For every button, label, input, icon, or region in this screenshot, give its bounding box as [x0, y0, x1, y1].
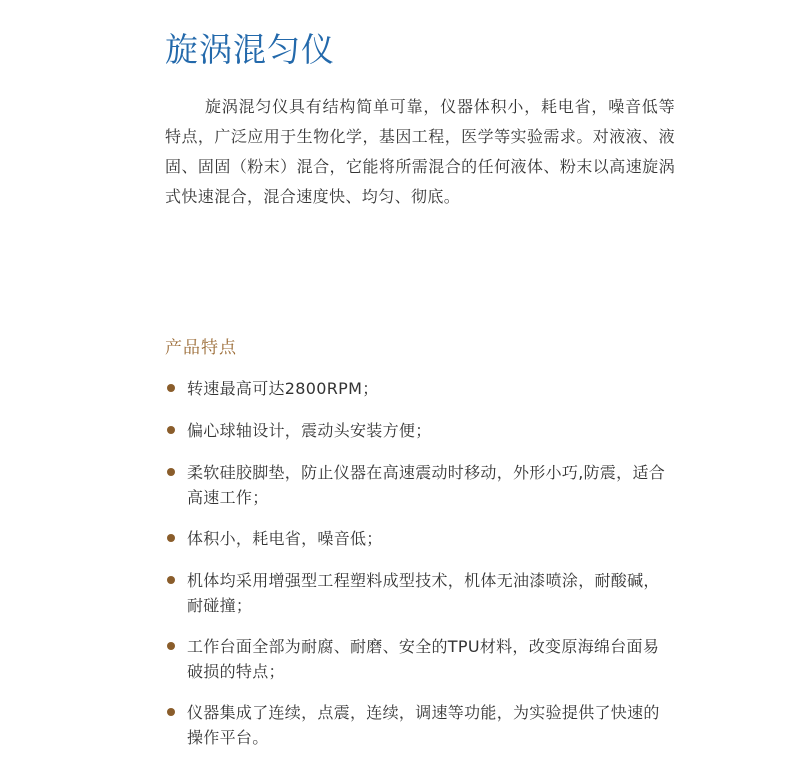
feature-text: 仪器集成了连续，点震，连续，调速等功能，为实验提供了快速的操作平台。	[187, 703, 660, 747]
page-title: 旋涡混匀仪	[165, 30, 335, 69]
features-heading: 产品特点	[165, 338, 237, 358]
feature-text: 转速最高可达2800RPM；	[187, 379, 379, 398]
intro-paragraph: 旋涡混匀仪具有结构简单可靠，仪器体积小，耗电省，噪音低等特点，广泛应用于生物化学，基因工程，医学等实验需求。对液液、液固、固固（粉末）混合，它能将所需混合的任何液体、粉末以高速旋涡式快速混合，混合速度快、均匀、彻底。	[165, 97, 675, 206]
bullet-icon	[167, 426, 175, 434]
feature-item-speed	[165, 376, 675, 401]
bullet-icon	[167, 534, 175, 542]
feature-item-plastic-body	[165, 568, 675, 618]
bullet-icon	[167, 468, 175, 476]
feature-text: 工作台面全部为耐腐、耐磨、安全的TPU材料，改变原海绵台面易破损的特点；	[187, 637, 660, 681]
feature-item-eccentric-bearing	[165, 418, 675, 443]
feature-text: 柔软硅胶脚垫，防止仪器在高速震动时移动，外形小巧,防震，适合高速工作；	[187, 463, 666, 507]
feature-list	[165, 376, 675, 766]
bullet-icon	[167, 708, 175, 716]
feature-item-compact	[165, 526, 675, 551]
feature-text: 偏心球轴设计，震动头安装方便；	[187, 421, 432, 440]
feature-item-silicone-feet	[165, 460, 675, 510]
feature-text: 机体均采用增强型工程塑料成型技术，机体无油漆喷涂，耐酸碱，耐碰撞；	[187, 571, 660, 615]
feature-item-tpu-surface	[165, 634, 675, 684]
feature-text: 体积小，耗电省，噪音低；	[187, 529, 383, 548]
bullet-icon	[167, 642, 175, 650]
feature-item-functions	[165, 700, 675, 750]
bullet-icon	[167, 384, 175, 392]
bullet-icon	[167, 576, 175, 584]
